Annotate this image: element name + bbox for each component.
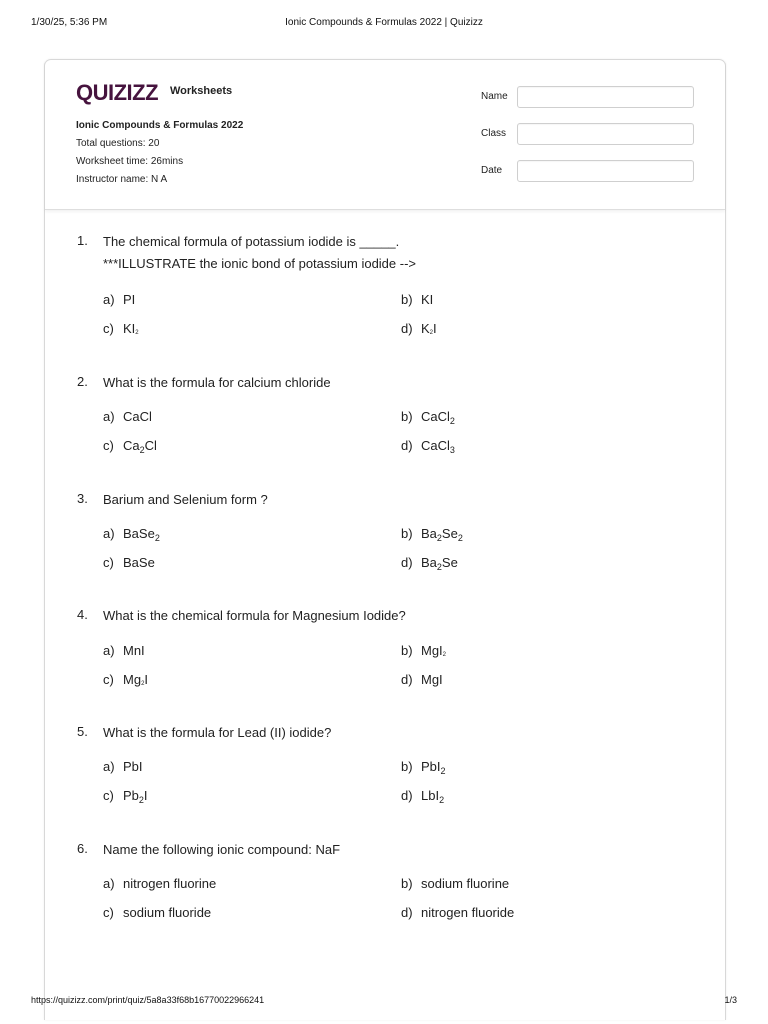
brand-label: Worksheets — [170, 85, 233, 97]
question-text — [103, 231, 416, 275]
worksheet-card — [44, 59, 726, 1020]
question-text: Barium and Selenium form ? — [103, 492, 268, 507]
question-text: Name the following ionic compound: NaF — [103, 842, 341, 857]
option-a[interactable]: a) CaCl — [103, 409, 152, 424]
option-d[interactable]: d) $Ba_2Se$ — [401, 555, 458, 572]
quizizz-logo — [76, 79, 164, 105]
question-line-1: The chemical formula of potassium iodide is _____. — [103, 234, 400, 249]
question-number: 6. — [77, 841, 88, 856]
option-d[interactable]: d) nitrogen fluoride — [401, 905, 515, 920]
option-a[interactable]: a) PI — [103, 292, 136, 307]
option-d[interactable]: d) MgI — [401, 672, 443, 687]
option-b[interactable]: b) PbI$_2$ — [401, 759, 446, 776]
total-questions: Total questions: 20 — [76, 138, 160, 149]
option-a[interactable]: a) MnI — [103, 643, 145, 658]
option-b[interactable]: b) MgI2 — [401, 643, 447, 658]
date-field[interactable] — [517, 160, 694, 182]
question-number: 3. — [77, 491, 88, 506]
question-number: 1. — [77, 233, 88, 248]
svg-text:QUIZIZZ: QUIZIZZ — [76, 80, 159, 105]
question-number: 5. — [77, 724, 88, 739]
option-c[interactable]: c) BaSe — [103, 555, 155, 570]
print-page-number: 1/3 — [724, 995, 737, 1005]
worksheet-header — [45, 60, 725, 210]
name-field[interactable] — [517, 86, 694, 108]
worksheet-time: Worksheet time: 26mins — [76, 156, 184, 167]
date-label: Date — [481, 165, 503, 176]
option-c[interactable]: c) Mg2I — [103, 672, 149, 687]
option-b[interactable]: b) sodium fluorine — [401, 876, 510, 891]
question-number: 2. — [77, 374, 88, 389]
question-line-2: ***ILLUSTRATE the ionic bond of potassium iodide --> — [103, 256, 417, 271]
option-a[interactable]: a) nitrogen fluorine — [103, 876, 217, 891]
option-c[interactable]: c) sodium fluoride — [103, 905, 212, 920]
question-text: What is the formula for calcium chloride — [103, 375, 331, 390]
option-c[interactable]: c) $Pb_2I$ — [103, 788, 148, 805]
option-c[interactable]: c) $Ca_2Cl$ — [103, 438, 157, 455]
worksheet-title: Ionic Compounds & Formulas 2022 — [76, 120, 244, 131]
question-number: 4. — [77, 607, 88, 622]
option-b[interactable]: b) KI — [401, 292, 434, 307]
option-b[interactable]: b) $Ba_2Se_2$ — [401, 526, 463, 543]
instructor-name: Instructor name: N A — [76, 174, 168, 185]
print-header — [0, 17, 768, 31]
print-page-title: Ionic Compounds & Formulas 2022 | Quizizz — [285, 17, 483, 28]
name-label: Name — [481, 91, 508, 102]
option-a[interactable]: a) PbI — [103, 759, 143, 774]
option-d[interactable]: d) CaCl$_3$ — [401, 438, 455, 455]
option-c[interactable]: c) KI2 — [103, 321, 139, 336]
option-d[interactable]: d) LbI$_2$ — [401, 788, 445, 805]
question-text: What is the formula for Lead (II) iodide? — [103, 725, 332, 740]
class-label: Class — [481, 128, 507, 139]
option-b[interactable]: b) CaCl$_2$ — [401, 409, 455, 426]
option-a[interactable]: a) BaSe$_2$ — [103, 526, 160, 543]
class-field[interactable] — [517, 123, 694, 145]
print-url: https://quizizz.com/print/quiz/5a8a33f68b16770022966241 — [31, 995, 265, 1005]
question-text: What is the chemical formula for Magnesium Iodide? — [103, 608, 406, 623]
print-datetime: 1/30/25, 5:36 PM — [31, 17, 108, 28]
option-d[interactable]: d) K2I — [401, 321, 437, 336]
